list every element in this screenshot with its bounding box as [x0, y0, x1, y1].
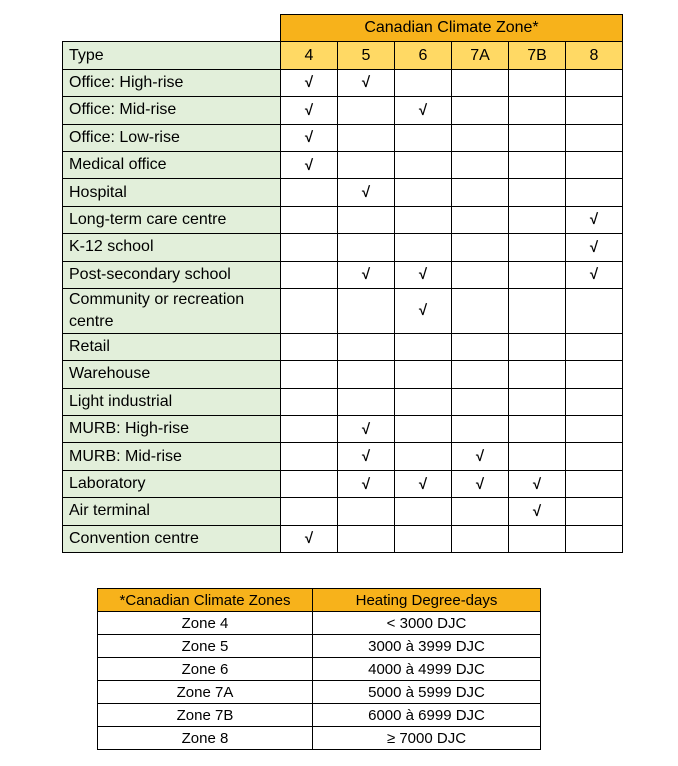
- zone-header-row: [63, 42, 623, 69]
- empty-cell: [281, 361, 338, 388]
- empty-cell: [395, 151, 452, 178]
- empty-cell: [281, 288, 338, 333]
- empty-cell: [566, 498, 623, 525]
- building-type-label: Community or recreation centre: [63, 288, 281, 333]
- empty-cell: [281, 443, 338, 470]
- check-mark-cell: √: [395, 288, 452, 333]
- check-mark-cell: √: [281, 69, 338, 96]
- empty-cell: [509, 288, 566, 333]
- building-type-label: Warehouse: [63, 361, 281, 388]
- zone-header-cell: 8: [566, 42, 623, 69]
- empty-cell: [281, 206, 338, 233]
- empty-cell: [566, 151, 623, 178]
- empty-cell: [395, 333, 452, 360]
- empty-cell: [566, 288, 623, 333]
- empty-cell: [566, 69, 623, 96]
- empty-cell: [566, 443, 623, 470]
- zone-header-cell: 7B: [509, 42, 566, 69]
- empty-cell: [566, 416, 623, 443]
- building-type-label: Air terminal: [63, 498, 281, 525]
- empty-cell: [395, 388, 452, 415]
- empty-cell: [509, 69, 566, 96]
- building-type-label: Office: High-rise: [63, 69, 281, 96]
- empty-cell: [566, 470, 623, 497]
- empty-cell: [452, 525, 509, 552]
- check-mark-cell: √: [566, 261, 623, 288]
- empty-cell: [509, 151, 566, 178]
- empty-cell: [281, 470, 338, 497]
- empty-cell: [395, 179, 452, 206]
- table-row: [63, 443, 623, 470]
- empty-cell: [395, 124, 452, 151]
- check-mark-cell: √: [281, 124, 338, 151]
- check-mark-cell: √: [338, 261, 395, 288]
- empty-cell: [452, 97, 509, 124]
- table-row: [63, 179, 623, 206]
- zone-header-cell: 5: [338, 42, 395, 69]
- empty-cell: [452, 416, 509, 443]
- empty-cell: [566, 333, 623, 360]
- table-row: [63, 151, 623, 178]
- check-mark-cell: √: [338, 179, 395, 206]
- legend-row: [98, 681, 541, 704]
- check-mark-cell: √: [395, 470, 452, 497]
- empty-cell: [338, 288, 395, 333]
- empty-cell: [452, 151, 509, 178]
- check-mark-cell: √: [338, 69, 395, 96]
- legend-hdd-cell: ≥ 7000 DJC: [313, 727, 541, 750]
- empty-cell: [338, 525, 395, 552]
- empty-cell: [566, 124, 623, 151]
- empty-cell: [509, 525, 566, 552]
- check-mark-cell: √: [281, 151, 338, 178]
- empty-cell: [395, 361, 452, 388]
- legend-hdd-cell: 4000 à 4999 DJC: [313, 658, 541, 681]
- building-type-label: Convention centre: [63, 525, 281, 552]
- legend-row: [98, 704, 541, 727]
- table-row: [63, 97, 623, 124]
- empty-cell: [395, 234, 452, 261]
- empty-cell: [281, 333, 338, 360]
- empty-cell: [338, 333, 395, 360]
- building-type-label: MURB: High-rise: [63, 416, 281, 443]
- type-column-header: Type: [63, 42, 281, 69]
- empty-corner: [63, 15, 281, 42]
- empty-cell: [281, 179, 338, 206]
- check-mark-cell: √: [452, 470, 509, 497]
- empty-cell: [509, 234, 566, 261]
- legend-zone-cell: Zone 7B: [98, 704, 313, 727]
- empty-cell: [452, 261, 509, 288]
- empty-cell: [452, 361, 509, 388]
- legend-row: [98, 727, 541, 750]
- empty-cell: [281, 234, 338, 261]
- check-mark-cell: √: [281, 97, 338, 124]
- check-mark-cell: √: [395, 97, 452, 124]
- empty-cell: [509, 179, 566, 206]
- empty-cell: [566, 97, 623, 124]
- empty-cell: [452, 333, 509, 360]
- empty-cell: [338, 361, 395, 388]
- empty-cell: [452, 388, 509, 415]
- legend-row: [98, 612, 541, 635]
- zone-header-cell: 6: [395, 42, 452, 69]
- legend-zone-cell: Zone 5: [98, 635, 313, 658]
- check-mark-cell: √: [509, 498, 566, 525]
- empty-cell: [281, 498, 338, 525]
- legend-header-row: [98, 589, 541, 612]
- table-row: [63, 206, 623, 233]
- empty-cell: [452, 498, 509, 525]
- legend-zone-cell: Zone 6: [98, 658, 313, 681]
- empty-cell: [395, 498, 452, 525]
- legend-hdd-cell: < 3000 DJC: [313, 612, 541, 635]
- empty-cell: [452, 234, 509, 261]
- table-row: [63, 525, 623, 552]
- empty-cell: [509, 416, 566, 443]
- building-type-zone-table: [62, 14, 623, 553]
- building-type-label: Retail: [63, 333, 281, 360]
- empty-cell: [509, 333, 566, 360]
- building-type-label: Light industrial: [63, 388, 281, 415]
- empty-cell: [395, 443, 452, 470]
- empty-cell: [566, 525, 623, 552]
- zone-header-cell: 4: [281, 42, 338, 69]
- check-mark-cell: √: [566, 206, 623, 233]
- table-row: [63, 234, 623, 261]
- building-type-label: Long-term care centre: [63, 206, 281, 233]
- empty-cell: [509, 97, 566, 124]
- check-mark-cell: √: [338, 470, 395, 497]
- legend-hdd-cell: 3000 à 3999 DJC: [313, 635, 541, 658]
- empty-cell: [338, 97, 395, 124]
- check-mark-cell: √: [338, 416, 395, 443]
- empty-cell: [452, 69, 509, 96]
- empty-cell: [566, 361, 623, 388]
- empty-cell: [452, 288, 509, 333]
- empty-cell: [452, 206, 509, 233]
- legend-zone-cell: Zone 8: [98, 727, 313, 750]
- empty-cell: [338, 124, 395, 151]
- check-mark-cell: √: [566, 234, 623, 261]
- check-mark-cell: √: [452, 443, 509, 470]
- empty-cell: [509, 388, 566, 415]
- empty-cell: [281, 388, 338, 415]
- empty-cell: [566, 388, 623, 415]
- legend-hdd-cell: 5000 à 5999 DJC: [313, 681, 541, 704]
- legend-row: [98, 658, 541, 681]
- check-mark-cell: √: [395, 261, 452, 288]
- empty-cell: [509, 124, 566, 151]
- building-type-label: Hospital: [63, 179, 281, 206]
- legend-zone-cell: Zone 4: [98, 612, 313, 635]
- empty-cell: [509, 261, 566, 288]
- table-row: [63, 261, 623, 288]
- check-mark-cell: √: [338, 443, 395, 470]
- empty-cell: [566, 179, 623, 206]
- empty-cell: [509, 361, 566, 388]
- check-mark-cell: √: [281, 525, 338, 552]
- legend-hdd-header: Heating Degree-days: [313, 589, 541, 612]
- building-type-label: Office: Low-rise: [63, 124, 281, 151]
- legend-hdd-cell: 6000 à 6999 DJC: [313, 704, 541, 727]
- empty-cell: [338, 206, 395, 233]
- building-type-label: MURB: Mid-rise: [63, 443, 281, 470]
- table-row: [63, 361, 623, 388]
- legend-zone-cell: Zone 7A: [98, 681, 313, 704]
- empty-cell: [281, 416, 338, 443]
- table-row: [63, 498, 623, 525]
- empty-cell: [395, 206, 452, 233]
- table-row: [63, 388, 623, 415]
- empty-cell: [509, 206, 566, 233]
- zone-header-cell: 7A: [452, 42, 509, 69]
- building-type-label: Laboratory: [63, 470, 281, 497]
- building-type-label: Office: Mid-rise: [63, 97, 281, 124]
- empty-cell: [338, 388, 395, 415]
- climate-zone-legend-table: [97, 588, 541, 750]
- table-row: [63, 288, 623, 333]
- building-type-label: K-12 school: [63, 234, 281, 261]
- building-type-label: Post-secondary school: [63, 261, 281, 288]
- empty-cell: [338, 498, 395, 525]
- table-row: [63, 333, 623, 360]
- building-type-label: Medical office: [63, 151, 281, 178]
- empty-cell: [338, 234, 395, 261]
- check-mark-cell: √: [509, 470, 566, 497]
- empty-cell: [452, 179, 509, 206]
- empty-cell: [281, 261, 338, 288]
- table-row: [63, 124, 623, 151]
- empty-cell: [395, 69, 452, 96]
- empty-cell: [452, 124, 509, 151]
- legend-zone-header: *Canadian Climate Zones: [98, 589, 313, 612]
- zone-title: Canadian Climate Zone*: [281, 15, 623, 42]
- table-row: [63, 69, 623, 96]
- legend-row: [98, 635, 541, 658]
- empty-cell: [509, 443, 566, 470]
- table-row: [63, 416, 623, 443]
- zone-title-row: [63, 15, 623, 42]
- empty-cell: [395, 525, 452, 552]
- table-row: [63, 470, 623, 497]
- empty-cell: [338, 151, 395, 178]
- empty-cell: [395, 416, 452, 443]
